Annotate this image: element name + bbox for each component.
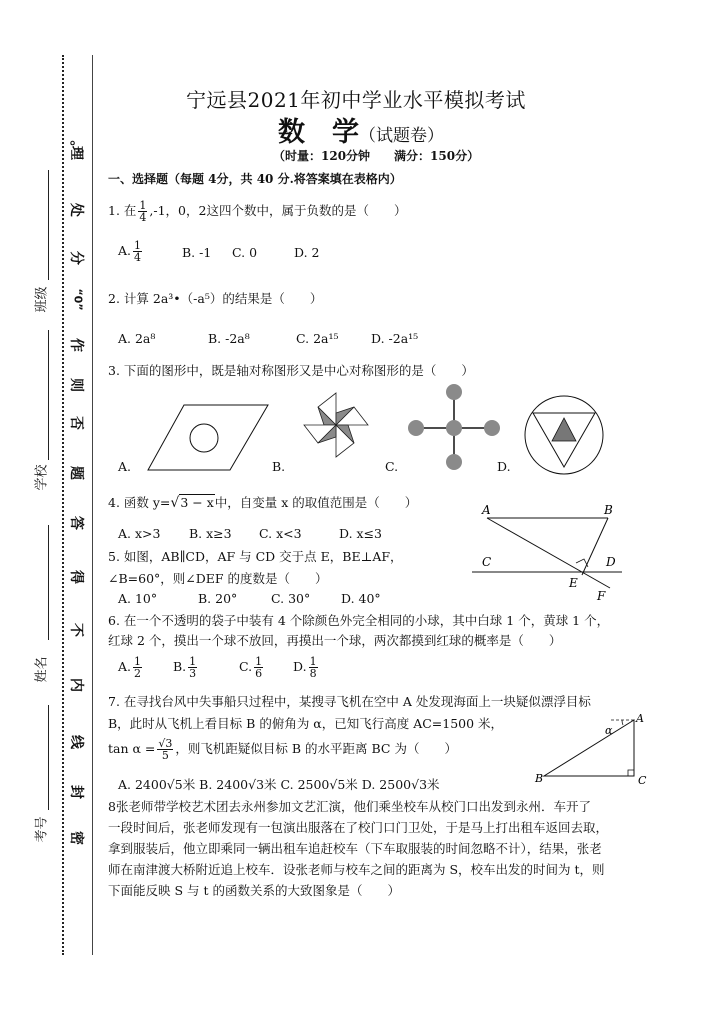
q5-label-f: F (597, 589, 606, 603)
q5-label-d: D (606, 555, 616, 569)
q6-option-d (293, 656, 320, 679)
subject-name: 数 学 (278, 117, 359, 148)
q7-tan-fraction (157, 738, 173, 761)
seal-char: 处 (68, 203, 84, 217)
q4-option-a: A. x>3 (118, 526, 161, 541)
q6-opt-d-den: 8 (309, 667, 317, 680)
q1-fraction (138, 200, 147, 223)
seal-char: 内 (68, 678, 84, 692)
seal-char: 答 (68, 516, 84, 530)
q2-option-b: B. -2a⁸ (208, 331, 250, 346)
q7-figure-right-triangle (532, 712, 657, 787)
q5-label-e: E (569, 576, 578, 590)
q5-option-d: D. 40° (341, 591, 381, 606)
q6-opt-a-fraction (133, 656, 142, 679)
seal-char: “0” (71, 288, 85, 311)
q1-text: ,-1，0，2这四个数中，属于负数的是（ ） (149, 203, 407, 218)
seal-char: 密 (68, 831, 84, 845)
q1-option-d: D. 2 (294, 245, 320, 260)
q2-option-c: C. 2a¹⁵ (296, 331, 339, 346)
question-6-line-1: 6. 在一个不透明的袋子中装有 4 个除颜色外完全相同的小球，其中白球 1 个，黄球 1 个， (108, 613, 610, 628)
q1-prefix: 1. 在 (108, 203, 137, 218)
q5-label-c: C (482, 555, 492, 569)
q6-opt-c-fraction (254, 656, 263, 679)
q5-option-b: B. 20° (198, 591, 238, 606)
exam-title: 宁远县2021年初中学业水平模拟考试 (186, 88, 526, 112)
q5-option-a: A. 10° (118, 591, 158, 606)
margin-solid-line (92, 55, 93, 955)
q3-figure-b-pinwheel (296, 385, 376, 465)
q1-opt-a-label: A. (118, 243, 132, 258)
seal-char: 分 (68, 251, 84, 265)
q1-opt-a-num: 1 (134, 239, 142, 252)
q3-option-b: B. (272, 459, 286, 474)
q7-label-a: A (636, 712, 644, 725)
question-8-line-3: 拿到服装后，他立即乘同一辆出租车追赶校车（下车取服装的时间忽略不计），结果，张老 (108, 841, 602, 856)
question-7-line-1: 7. 在寻找台风中失事船只过程中，某搜寻飞机在空中 A 处发现海面上一块疑似漂浮目标 (108, 694, 591, 709)
question-6-line-2: 红球 2 个，摸出一个球不放回，再摸出一个球，两次都摸到红球的概率是（ ） (108, 633, 562, 648)
q4-option-d: D. x≤3 (339, 526, 382, 541)
seal-char: 作 (68, 338, 84, 352)
q7-label-b: B (535, 772, 544, 785)
seal-char: 封 (68, 785, 84, 799)
q3-figure-a-parallelogram (146, 400, 271, 475)
seal-char: 则 (68, 378, 84, 392)
q7-tan-pre: tan α = (108, 741, 156, 756)
seal-char: 线 (68, 735, 84, 749)
q6-opt-c-label: C. (239, 659, 253, 674)
q7-tan-num: √3 (158, 737, 173, 750)
class-field-label: 班级 (34, 286, 50, 313)
q3-figure-c-cross-dots (404, 382, 504, 474)
q6-opt-b-num: 1 (189, 655, 197, 668)
q3-option-a: A. (118, 459, 132, 474)
school-field-underline[interactable] (48, 330, 49, 460)
seal-char: 理 (68, 146, 84, 160)
q6-opt-a-num: 1 (134, 655, 142, 668)
seal-char: 得 (68, 570, 84, 584)
question-5-line-2: ∠B=60°，则∠DEF 的度数是（ ） (108, 571, 328, 586)
seal-char: 否 (68, 416, 84, 430)
q1-option-a (118, 240, 144, 263)
q4-text-pre: 4. 函数 y= (108, 495, 171, 510)
q1-frac-den: 4 (139, 211, 147, 224)
question-8-line-1: 8张老师带学校艺术团去永州参加文艺汇演，他们乘坐校车从校门口出发到永州．车开了 (108, 799, 591, 814)
class-field-underline[interactable] (48, 170, 49, 280)
q7-tan-post: ，则飞机距疑似目标 B 的水平距离 BC 为（ ） (175, 741, 457, 756)
q4-option-b: B. x≥3 (189, 526, 232, 541)
question-3: 3. 下面的图形中，既是轴对称图形又是中心对称图形的是（ ） (108, 363, 474, 378)
q2-option-d: D. -2a¹⁵ (371, 331, 419, 346)
q5-label-a: A (482, 503, 491, 517)
q6-option-c (239, 656, 265, 679)
q1-frac-num: 1 (139, 199, 147, 212)
id-field-label: 考号 (34, 816, 50, 843)
q2-option-a: A. 2a⁸ (118, 331, 156, 346)
question-7-line-2: B，此时从飞机上看目标 B 的俯角为 α，已知飞行高度 AC=1500 米， (108, 716, 504, 731)
margin-dotted-line (62, 55, 64, 955)
question-8-line-5: 下面能反映 S 与 t 的函数关系的大致图象是（ ） (108, 883, 400, 898)
name-field-label: 姓名 (34, 656, 50, 683)
q1-opt-a-fraction (133, 240, 142, 263)
subject-subtitle: （试题卷） (359, 126, 444, 146)
subject-title (278, 110, 444, 149)
question-2: 2. 计算 2a³•（-a⁵）的结果是（ ） (108, 291, 323, 306)
q3-option-d: D. (497, 459, 511, 474)
question-8-line-4: 师在南津渡大桥附近追上校车．设张老师与校车之间的距离为 S，校车出发的时间为 t，则 (108, 862, 605, 877)
q7-label-c: C (638, 774, 647, 787)
question-1 (108, 200, 406, 223)
q6-option-b (173, 656, 199, 679)
q5-option-c: C. 30° (271, 591, 311, 606)
q1-option-c: C. 0 (232, 245, 258, 260)
section-heading: 一、选择题（每题 4分，共 40 分.将答案填在表格内） (108, 172, 402, 186)
q4-radicand: 3 − x (180, 495, 214, 510)
seal-char: 。 (70, 132, 84, 148)
question-5-line-1: 5. 如图，AB∥CD，AF 与 CD 交于点 E，BE⊥AF， (108, 549, 403, 564)
q6-opt-d-label: D. (293, 659, 307, 674)
q6-opt-d-fraction (309, 656, 318, 679)
id-field-underline[interactable] (48, 705, 49, 810)
seal-char: 题 (68, 466, 84, 480)
q5-figure-parallel-lines (470, 500, 630, 605)
q6-opt-d-num: 1 (309, 655, 317, 668)
q6-opt-c-num: 1 (255, 655, 263, 668)
q7-tan-den: 5 (161, 749, 169, 762)
q6-opt-c-den: 6 (255, 667, 263, 680)
question-7-options: A. 2400√5米 B. 2400√3米 C. 2500√5米 D. 2500√3米 (118, 777, 440, 792)
q7-label-alpha: α (605, 724, 613, 737)
q4-text-post: 中，自变量 x 的取值范围是（ ） (214, 495, 418, 510)
q4-option-c: C. x<3 (259, 526, 302, 541)
q6-option-a (118, 656, 144, 679)
q1-opt-a-den: 4 (134, 251, 142, 264)
q6-opt-b-den: 3 (189, 667, 197, 680)
time-info: （时量：120分钟 满分：150分） (273, 149, 480, 163)
q6-opt-a-label: A. (118, 659, 132, 674)
name-field-underline[interactable] (48, 525, 49, 640)
question-7-tan (108, 738, 457, 761)
q6-opt-b-fraction (188, 656, 197, 679)
q6-opt-a-den: 2 (134, 667, 142, 680)
seal-char: 不 (68, 623, 84, 637)
q6-opt-b-label: B. (173, 659, 187, 674)
q1-option-b: B. -1 (182, 245, 212, 260)
q3-option-c: C. (385, 459, 399, 474)
q5-label-b: B (604, 503, 613, 517)
question-4: 4. 函数 y=√3 − x中，自变量 x 的取值范围是（ ） (108, 495, 418, 511)
q3-figure-d-circle-triangle (522, 393, 606, 477)
school-field-label: 学校 (34, 464, 50, 491)
question-8-line-2: 一段时间后，张老师发现有一包演出服落在了校门口门卫处，于是马上打出租车返回去取， (108, 820, 609, 835)
